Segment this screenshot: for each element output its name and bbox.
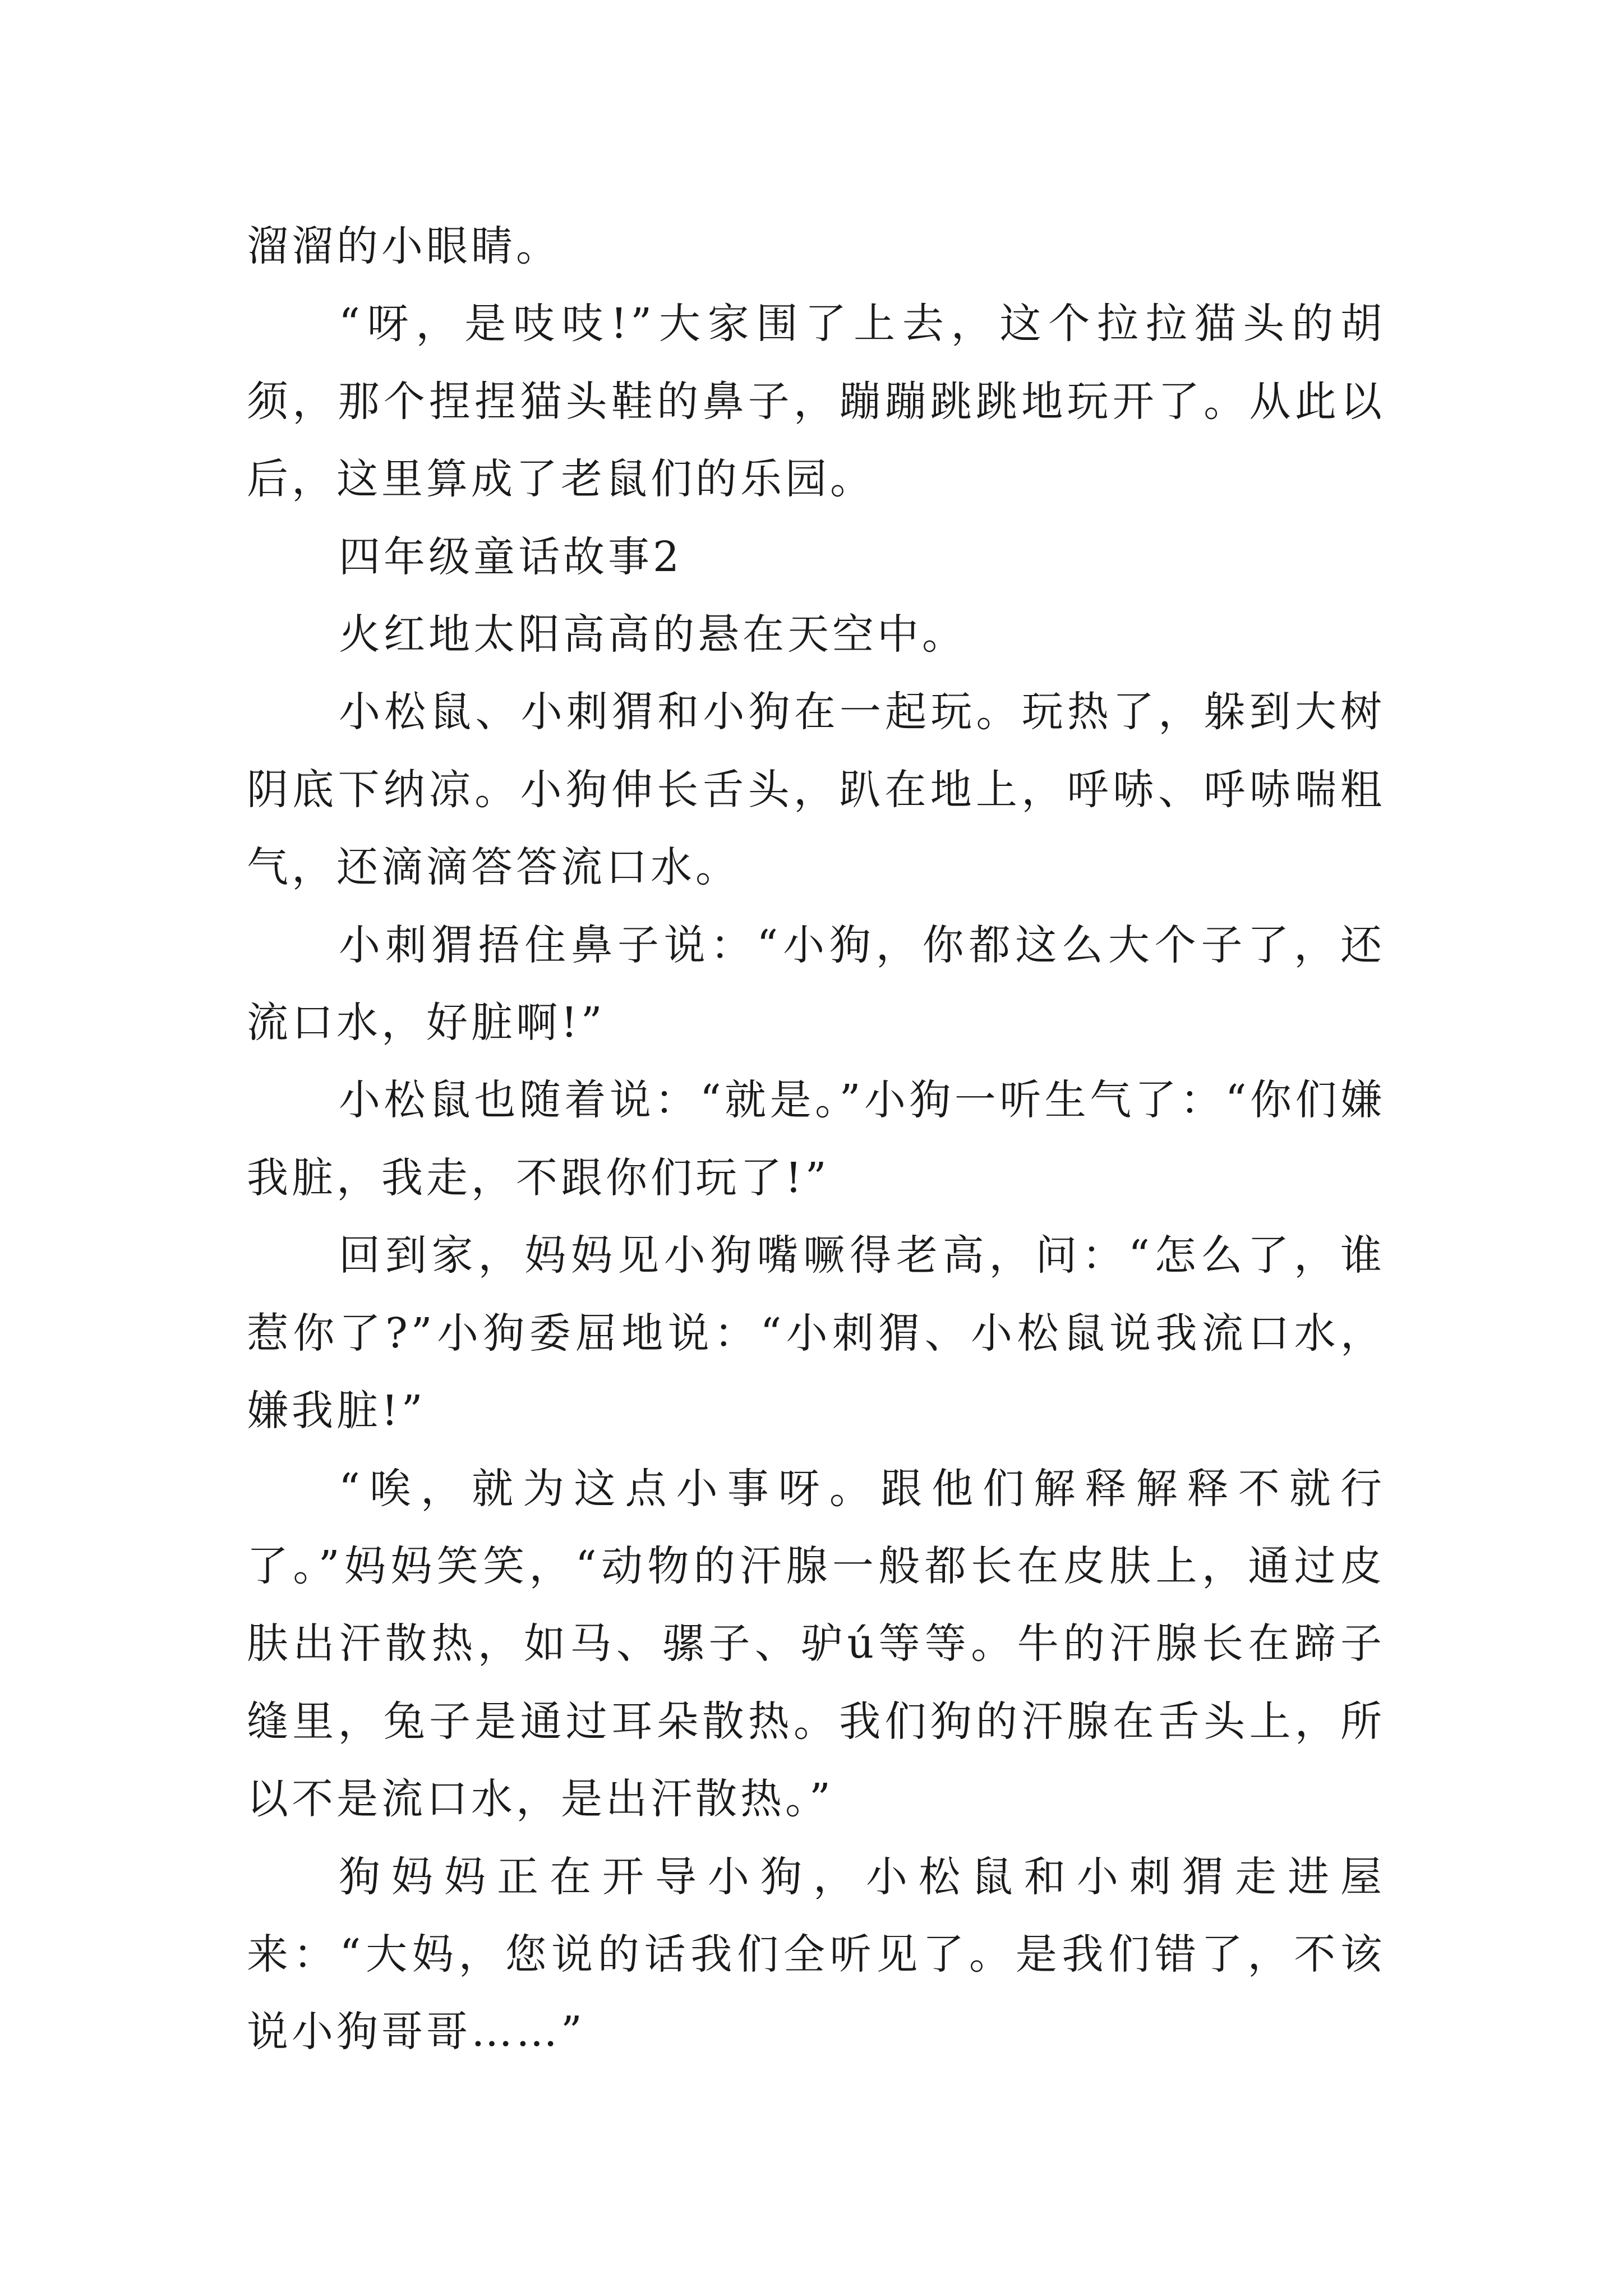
- story-heading: 四年级童话故事2: [339, 532, 683, 581]
- paragraph-3: 火红地太阳高高的悬在天空中。: [339, 610, 967, 659]
- paragraph-7: 回到家，妈妈见小狗嘴噘得老高，问：“怎么了，谁惹你了?”小狗委屈地说：“小刺猬、小松鼠说我流口水，嫌我脏!”: [247, 1231, 1385, 1435]
- paragraph-6: 小松鼠也随着说：“就是。”小狗一听生气了：“你们嫌我脏，我走，不跟你们玩了!”: [247, 1076, 1385, 1202]
- paragraph-5: 小刺猬捂住鼻子说：“小狗，你都这么大个子了，还流口水，好脏啊!”: [247, 921, 1385, 1047]
- paragraph-9: 狗妈妈正在开导小狗，小松鼠和小刺猬走进屋来：“大妈，您说的话我们全听见了。是我们错了，不该说小狗哥哥……”: [247, 1852, 1385, 2056]
- paragraph-1: 溜溜的小眼睛。: [247, 222, 561, 270]
- paragraph-4: 小松鼠、小刺猬和小狗在一起玩。玩热了，躲到大树阴底下纳凉。小狗伸长舌头，趴在地上，呼哧、呼哧喘粗气，还滴滴答答流口水。: [247, 688, 1385, 892]
- story-text: [247, 208, 1385, 2071]
- paragraph-8: “唉，就为这点小事呀。跟他们解释解释不就行了。”妈妈笑笑，“动物的汗腺一般都长在皮肤上，通过皮肤出汗散热，如马、骡子、驴ú等等。牛的汗腺长在蹄子缝里，兔子是通过耳朵散热。我们狗的汗腺在舌头上，所以不是流口水，是出汗散热。”: [247, 1464, 1385, 1824]
- paragraph-2: “呀，是吱吱!”大家围了上去，这个拉拉猫头的胡须，那个捏捏猫头鞋的鼻子，蹦蹦跳跳地玩开了。从此以后，这里算成了老鼠们的乐园。: [247, 300, 1385, 504]
